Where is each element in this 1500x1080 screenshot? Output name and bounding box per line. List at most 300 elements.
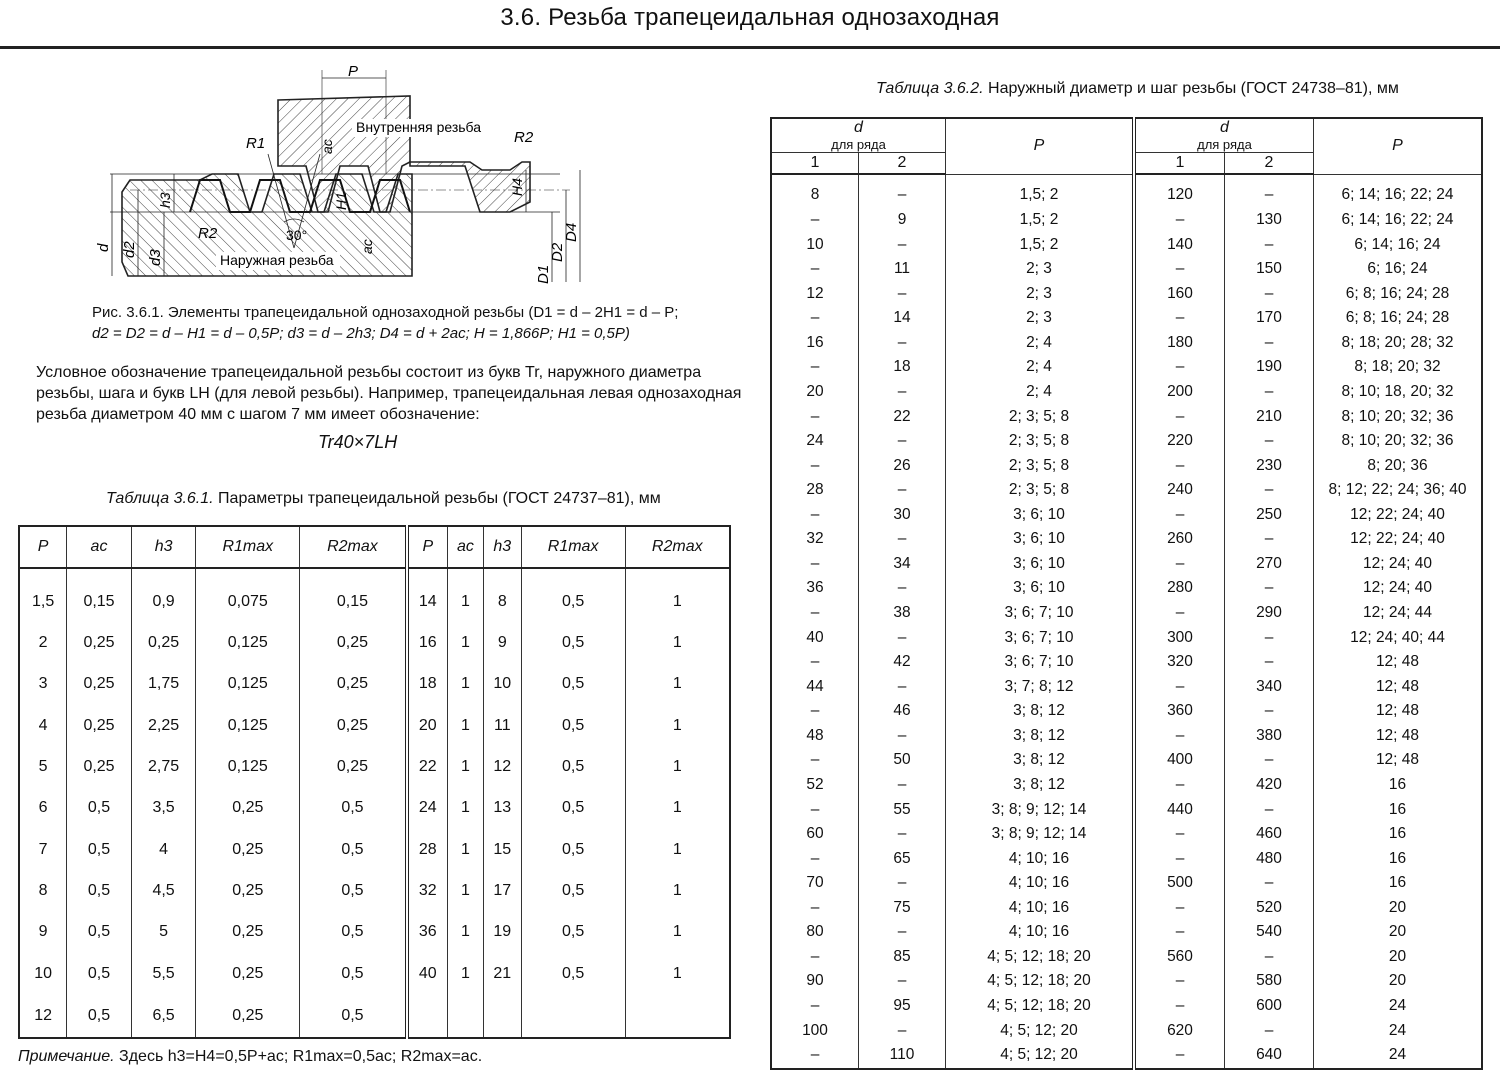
table1-cell: 11 xyxy=(483,705,521,746)
table2-cell: 280 xyxy=(1134,576,1225,601)
table1-cell: 1 xyxy=(672,633,682,651)
table2-cell: 36 xyxy=(771,576,859,601)
header-row-right: для ряда xyxy=(1197,137,1252,152)
table1-cell: 2,75 xyxy=(131,746,196,787)
fig-label-d2: d2 xyxy=(121,241,138,258)
table2-cell: 520 xyxy=(1225,896,1314,921)
table2-caption xyxy=(876,78,1399,99)
table2-cell: 290 xyxy=(1225,601,1314,626)
fig-label-d: d xyxy=(95,243,112,252)
table1-cell: 13 xyxy=(483,788,521,829)
table1-cell: 0,25 xyxy=(67,622,132,663)
table2-cell: – xyxy=(859,1018,946,1043)
table2-cell: 4; 10; 16 xyxy=(946,896,1135,921)
table1-cell xyxy=(407,994,448,1038)
table2-cell: 3; 8; 12 xyxy=(946,699,1135,724)
table2-cell: – xyxy=(1225,797,1314,822)
fig-label-D2: D2 xyxy=(549,242,566,262)
table2-cell: 12; 48 xyxy=(1375,751,1420,769)
table2-cell: 320 xyxy=(1134,650,1225,675)
table2-cell: 2; 4 xyxy=(946,380,1135,405)
table2-cell: 180 xyxy=(1134,331,1225,356)
table2-cell: – xyxy=(1225,232,1314,257)
table1-header-0: P xyxy=(19,526,67,568)
table2-cell: 12; 48 xyxy=(1375,653,1420,671)
fig-label-angle: 30° xyxy=(286,227,308,243)
table2-cell: 8 xyxy=(771,183,859,208)
table2-cell: – xyxy=(859,183,946,208)
table2-cell: – xyxy=(1134,994,1225,1019)
table1-cell: 0,25 xyxy=(196,788,300,829)
table2-cell: 20 xyxy=(1388,947,1407,965)
table2-cell: – xyxy=(1225,183,1314,208)
table2-cell: – xyxy=(1225,478,1314,503)
table2-row xyxy=(771,994,1482,1019)
table2-cell: – xyxy=(1225,650,1314,675)
table2-cell: 4; 5; 12; 18; 20 xyxy=(946,994,1135,1019)
table2-cell: – xyxy=(771,355,859,380)
table2-cell: 3; 8; 9; 12; 14 xyxy=(946,797,1135,822)
table2-cell: 8; 10; 20; 32; 36 xyxy=(1341,407,1454,425)
table1-cell: 2,25 xyxy=(131,705,196,746)
table2-cell: 4; 10; 16 xyxy=(946,920,1135,945)
table2-cell: – xyxy=(1134,306,1225,331)
table2-cell: 20 xyxy=(771,380,859,405)
table1-cell: 5,5 xyxy=(131,953,196,994)
table2-cell: – xyxy=(859,822,946,847)
table2-cell: – xyxy=(1134,355,1225,380)
page-title: 3.6. Резьба трапецеидальная однозаходная xyxy=(500,4,1000,31)
table1-cell: 0,5 xyxy=(521,870,625,911)
table2-cell: – xyxy=(771,846,859,871)
table2-cell: 30 xyxy=(859,503,946,528)
table1-cell: 0,25 xyxy=(131,622,196,663)
table2-cell: – xyxy=(1134,773,1225,798)
table2-cell: 12; 24; 40 xyxy=(1363,554,1432,572)
table1-cell: 0,5 xyxy=(521,788,625,829)
table1-cell: 0,25 xyxy=(67,705,132,746)
table2-cell: 3; 7; 8; 12 xyxy=(946,674,1135,699)
table1-cell: 12 xyxy=(483,746,521,787)
table2-row xyxy=(771,969,1482,994)
table1-cell: 21 xyxy=(483,953,521,994)
table1-cell: 5 xyxy=(19,746,67,787)
table2-cell: – xyxy=(1225,281,1314,306)
note-text: Здесь h3=H4=0,5P+ac; R1max=0,5ac; R2max=ac. xyxy=(119,1048,483,1065)
table1-cell: 0,5 xyxy=(300,788,407,829)
table2-cell: 260 xyxy=(1134,527,1225,552)
table2-cell: 3; 6; 7; 10 xyxy=(946,601,1135,626)
table2-row xyxy=(771,552,1482,577)
table2-cell: 3; 6; 7; 10 xyxy=(946,650,1135,675)
table1-cell: 32 xyxy=(407,870,448,911)
table1-cell: 0,075 xyxy=(196,581,300,622)
table1-cell: 1 xyxy=(672,675,682,693)
table2-cell: 16 xyxy=(771,331,859,356)
table2-cell: 200 xyxy=(1134,380,1225,405)
table1-row xyxy=(19,746,730,787)
table2-cell: 38 xyxy=(859,601,946,626)
diameter-pitch-table xyxy=(770,117,1483,1070)
table2-cell: 250 xyxy=(1225,503,1314,528)
table2-cell: 2; 3 xyxy=(946,257,1135,282)
table1-cell: 1 xyxy=(447,622,483,663)
table2-cell: – xyxy=(859,674,946,699)
table1-cell: 9 xyxy=(483,622,521,663)
table2-cell: – xyxy=(771,453,859,478)
table2-cell: – xyxy=(1225,871,1314,896)
fig-label-h3: h3 xyxy=(157,192,173,208)
table2-cell: 3; 8; 12 xyxy=(946,773,1135,798)
table1-cell: 1 xyxy=(672,840,682,858)
table2-cell: 6; 8; 16; 24; 28 xyxy=(1345,309,1450,327)
table2-cell: 2; 3 xyxy=(946,281,1135,306)
table2-row xyxy=(771,576,1482,601)
table2-cell: 6; 16; 24 xyxy=(1367,260,1428,278)
table2-cell: 2; 3; 5; 8 xyxy=(946,429,1135,454)
table2-cell: 24 xyxy=(771,429,859,454)
table2-row xyxy=(771,945,1482,970)
table2-cell: 300 xyxy=(1134,625,1225,650)
table1-cell: 0,5 xyxy=(300,829,407,870)
table1-header-6: ac xyxy=(447,526,483,568)
table2-row xyxy=(771,601,1482,626)
table1-cell: 0,25 xyxy=(300,705,407,746)
table2-cell: 8; 10; 18, 20; 32 xyxy=(1341,382,1454,400)
table1-header-9: R2max xyxy=(625,526,730,568)
table1-cell: 0,125 xyxy=(196,664,300,705)
table2-cell: 3; 8; 12 xyxy=(946,748,1135,773)
table2-cell: – xyxy=(1134,208,1225,233)
table2-cell: – xyxy=(1134,846,1225,871)
table1-cell: 1 xyxy=(672,923,682,941)
table2-cell: 20 xyxy=(1388,923,1407,941)
table1-cell: 1 xyxy=(447,746,483,787)
table1-cell: 17 xyxy=(483,870,521,911)
table2-cell: 46 xyxy=(859,699,946,724)
table2-row xyxy=(771,625,1482,650)
table2-cell: 620 xyxy=(1134,1018,1225,1043)
table2-cell: 8; 12; 22; 24; 36; 40 xyxy=(1328,481,1467,499)
table1-cell: 18 xyxy=(407,664,448,705)
table1-cell: 14 xyxy=(407,581,448,622)
table2-row xyxy=(771,871,1482,896)
table2-cell: 6; 8; 16; 24; 28 xyxy=(1345,284,1450,302)
table1-cell: 0,25 xyxy=(67,746,132,787)
table2-cell: 340 xyxy=(1225,674,1314,699)
table2-cell: 16 xyxy=(1388,874,1407,892)
fig-label-H4: H4 xyxy=(509,178,525,196)
table1-cell: 0,5 xyxy=(67,953,132,994)
table1-cell: 1 xyxy=(672,964,682,982)
table2-caption-text: Наружный диаметр и шаг резьбы (ГОСТ 24738–81), мм xyxy=(988,80,1399,97)
header-d-left: d xyxy=(854,119,863,136)
table1-cell: 0,125 xyxy=(196,746,300,787)
table2-cell: – xyxy=(771,208,859,233)
table2-cell: 3; 6; 7; 10 xyxy=(946,625,1135,650)
table1-cell: 0,5 xyxy=(521,912,625,953)
table1-cell: 0,5 xyxy=(67,788,132,829)
table1-cell: 0,25 xyxy=(196,912,300,953)
table2-cell: 12; 48 xyxy=(1375,677,1420,695)
table2-cell: 18 xyxy=(859,355,946,380)
table2-cell: 80 xyxy=(771,920,859,945)
table2-row xyxy=(771,748,1482,773)
table1-cell: 0,25 xyxy=(67,664,132,705)
header-row2-right: 2 xyxy=(1225,153,1314,175)
header-P-right: P xyxy=(1314,118,1483,174)
table1-cell: 0,5 xyxy=(300,912,407,953)
table1-cell: 1 xyxy=(447,912,483,953)
table2-row xyxy=(771,380,1482,405)
table2-cell: 1,5; 2 xyxy=(946,232,1135,257)
table1-cell: 0,25 xyxy=(196,829,300,870)
table2-cell: – xyxy=(1225,1018,1314,1043)
table1-cell: 4 xyxy=(19,705,67,746)
fig-label-R2-bottom: R2 xyxy=(198,225,218,242)
table2-row xyxy=(771,527,1482,552)
table1-header-4: R2max xyxy=(300,526,407,568)
designation-description: Условное обозначение трапецеидальной резьбы состоит из букв Tr, наружного диаметра резьбы, шага и букв LH (для левой резьбы). Например, трапецеидальная левая однозаходная резьба диаметром 40 мм с шагом 7 мм имеет обозначение: xyxy=(36,364,742,423)
table2-cell: – xyxy=(771,699,859,724)
table2-cell: – xyxy=(859,232,946,257)
table2-cell: 120 xyxy=(1134,183,1225,208)
table2-cell: 12; 22; 24; 40 xyxy=(1350,505,1445,523)
table1-cell xyxy=(483,994,521,1038)
table2-cell: 8; 18; 20; 28; 32 xyxy=(1341,333,1454,351)
fig-label-ac-top: ac xyxy=(319,139,335,154)
table2-cell: 2; 3; 5; 8 xyxy=(946,404,1135,429)
table2-cell: 16 xyxy=(1388,775,1407,793)
table2-cell: 560 xyxy=(1134,945,1225,970)
table2-row xyxy=(771,822,1482,847)
table2-row xyxy=(771,257,1482,282)
table2-cell: 580 xyxy=(1225,969,1314,994)
table2-cell: – xyxy=(1225,945,1314,970)
table1-cell: 0,5 xyxy=(300,994,407,1038)
table2-cell: – xyxy=(771,257,859,282)
table2-row xyxy=(771,281,1482,306)
table1-cell: 1 xyxy=(447,705,483,746)
table2-cell: – xyxy=(859,380,946,405)
table1-cell: 2 xyxy=(19,622,67,663)
table2-cell: – xyxy=(1225,748,1314,773)
table1-header-5: P xyxy=(407,526,448,568)
table2-cell: – xyxy=(1225,527,1314,552)
table2-cell: 2; 3; 5; 8 xyxy=(946,478,1135,503)
table1-cell: 1,5 xyxy=(19,581,67,622)
table2-cell: – xyxy=(859,281,946,306)
note-label: Примечание. xyxy=(18,1048,115,1065)
table2-cell: 460 xyxy=(1225,822,1314,847)
fig-label-P: P xyxy=(348,63,359,80)
table2-cell: 50 xyxy=(859,748,946,773)
table2-cell: – xyxy=(1225,331,1314,356)
table2-cell: 12; 24; 40; 44 xyxy=(1350,628,1445,646)
table1-cell: 1 xyxy=(672,592,682,610)
table1-cell: 0,25 xyxy=(196,953,300,994)
table1-cell: 4 xyxy=(131,829,196,870)
table1-cell: 15 xyxy=(483,829,521,870)
table1-cell: 1 xyxy=(447,829,483,870)
header-d-group-right xyxy=(1134,118,1314,153)
table2-cell: 100 xyxy=(771,1018,859,1043)
table2-spacer xyxy=(771,174,1482,183)
table1-row xyxy=(19,581,730,622)
table1-header-2: h3 xyxy=(131,526,196,568)
table1-cell: 0,5 xyxy=(521,953,625,994)
table1-cell: 0,5 xyxy=(521,622,625,663)
table2-cell: – xyxy=(771,945,859,970)
table2-cell: 8; 18; 20; 32 xyxy=(1354,358,1441,376)
table2-cell: 160 xyxy=(1134,281,1225,306)
table1-cell: 1 xyxy=(672,799,682,817)
table2-cell: – xyxy=(859,724,946,749)
table2-cell: – xyxy=(859,478,946,503)
table1-cell: 24 xyxy=(407,788,448,829)
table1-cell: 0,5 xyxy=(521,829,625,870)
table2-row xyxy=(771,650,1482,675)
table2-cell: – xyxy=(1134,724,1225,749)
table2-cell: 55 xyxy=(859,797,946,822)
table2-row xyxy=(771,331,1482,356)
header-row1-left: 1 xyxy=(771,153,859,175)
table1-cell xyxy=(447,994,483,1038)
table2-cell: 12; 48 xyxy=(1375,726,1420,744)
table1-cell: 5 xyxy=(131,912,196,953)
table2-cell: 3; 8; 12 xyxy=(946,724,1135,749)
table2-cell: 240 xyxy=(1134,478,1225,503)
table2-cell: – xyxy=(1134,257,1225,282)
table1-cell: 0,25 xyxy=(300,622,407,663)
table2-cell: 140 xyxy=(1134,232,1225,257)
table2-cell: 60 xyxy=(771,822,859,847)
table1-header-7: h3 xyxy=(483,526,521,568)
table1-cell: 22 xyxy=(407,746,448,787)
table2-cell: 210 xyxy=(1225,404,1314,429)
table1-cell: 10 xyxy=(19,953,67,994)
header-P-left: P xyxy=(946,118,1135,174)
table2-cell: – xyxy=(859,576,946,601)
table1-cell: 20 xyxy=(407,705,448,746)
table1-cell: 0,15 xyxy=(300,581,407,622)
table2-row xyxy=(771,846,1482,871)
table1-header-3: R1max xyxy=(196,526,300,568)
table1-cell: 0,5 xyxy=(521,705,625,746)
table2-cell: – xyxy=(1134,674,1225,699)
table2-cell: – xyxy=(771,552,859,577)
table1-cell: 16 xyxy=(407,622,448,663)
fig-label-external: Наружная резьба xyxy=(220,252,334,268)
table2-cell: 600 xyxy=(1225,994,1314,1019)
table2-cell: – xyxy=(1134,896,1225,921)
table2-cell: 4; 5; 12; 20 xyxy=(946,1018,1135,1043)
table2-cell: 1,5; 2 xyxy=(946,183,1135,208)
table2-cell: 4; 5; 12; 18; 20 xyxy=(946,969,1135,994)
table2-cell: 22 xyxy=(859,404,946,429)
table2-cell: 2; 4 xyxy=(946,331,1135,356)
table1-row xyxy=(19,788,730,829)
table1-cell: 6 xyxy=(19,788,67,829)
table1-row xyxy=(19,953,730,994)
table2-cell: – xyxy=(1225,429,1314,454)
table2-cell: 12 xyxy=(771,281,859,306)
table2-cell: 52 xyxy=(771,773,859,798)
table2-cell: 20 xyxy=(1388,898,1407,916)
table2-cell: 1,5; 2 xyxy=(946,208,1135,233)
table1-cell: 0,5 xyxy=(67,994,132,1038)
table2-cell: – xyxy=(771,797,859,822)
table1-cell: 0,5 xyxy=(521,664,625,705)
table2-row xyxy=(771,306,1482,331)
table2-cell: – xyxy=(771,503,859,528)
table2-cell: 4; 10; 16 xyxy=(946,871,1135,896)
figure-caption xyxy=(92,302,712,344)
table2-row xyxy=(771,797,1482,822)
table2-row xyxy=(771,1018,1482,1043)
fig-label-R2: R2 xyxy=(514,129,534,146)
header-d-group-left xyxy=(771,118,946,153)
table2-cell: 3; 6; 10 xyxy=(946,527,1135,552)
table2-cell: – xyxy=(1225,625,1314,650)
table2-cell: 6; 14; 16; 22; 24 xyxy=(1341,211,1454,229)
table1-cell: 0,25 xyxy=(196,994,300,1038)
table1-cell: 28 xyxy=(407,829,448,870)
table2-cell: – xyxy=(771,306,859,331)
table2-cell: – xyxy=(771,601,859,626)
table2-cell: 220 xyxy=(1134,429,1225,454)
title-rule xyxy=(0,46,1500,49)
table1-cell: 0,15 xyxy=(67,581,132,622)
table1-cell: 1 xyxy=(672,881,682,899)
table2-cell: – xyxy=(1225,699,1314,724)
header-row-left: для ряда xyxy=(831,137,886,152)
table2-cell: 3; 8; 9; 12; 14 xyxy=(946,822,1135,847)
table2-cell: 440 xyxy=(1134,797,1225,822)
table1-cell: 0,5 xyxy=(67,829,132,870)
table1-cell: 36 xyxy=(407,912,448,953)
table2-cell: 540 xyxy=(1225,920,1314,945)
table1-cell: 0,5 xyxy=(300,953,407,994)
table1-cell: 9 xyxy=(19,912,67,953)
table2-cell: – xyxy=(1134,503,1225,528)
table2-row xyxy=(771,503,1482,528)
table1-cell: 4,5 xyxy=(131,870,196,911)
table2-cell: – xyxy=(1134,1043,1225,1069)
table1-note xyxy=(18,1046,482,1067)
table2-cell: 4; 5; 12; 18; 20 xyxy=(946,945,1135,970)
table1-row xyxy=(19,829,730,870)
table2-cell: 70 xyxy=(771,871,859,896)
table2-cell: – xyxy=(1134,969,1225,994)
table2-row xyxy=(771,699,1482,724)
table1-cell xyxy=(625,994,730,1038)
table1-spacer xyxy=(19,568,730,581)
table2-row xyxy=(771,404,1482,429)
table1-cell: 0,5 xyxy=(300,870,407,911)
table2-cell: 42 xyxy=(859,650,946,675)
table2-cell: 90 xyxy=(771,969,859,994)
figure-caption-line2: d2 = D2 = d – H1 = d – 0,5P; d3 = d – 2h3; D4 = d + 2ac; H = 1,866P; H1 = 0,5P) xyxy=(92,325,630,342)
table2-cell: 9 xyxy=(859,208,946,233)
table2-cell: 360 xyxy=(1134,699,1225,724)
table1-cell: 1 xyxy=(447,870,483,911)
thread-profile-figure xyxy=(90,62,610,302)
table1-cell: 19 xyxy=(483,912,521,953)
table2-cell: 16 xyxy=(1388,825,1407,843)
table1-cell: 40 xyxy=(407,953,448,994)
table2-cell: 34 xyxy=(859,552,946,577)
